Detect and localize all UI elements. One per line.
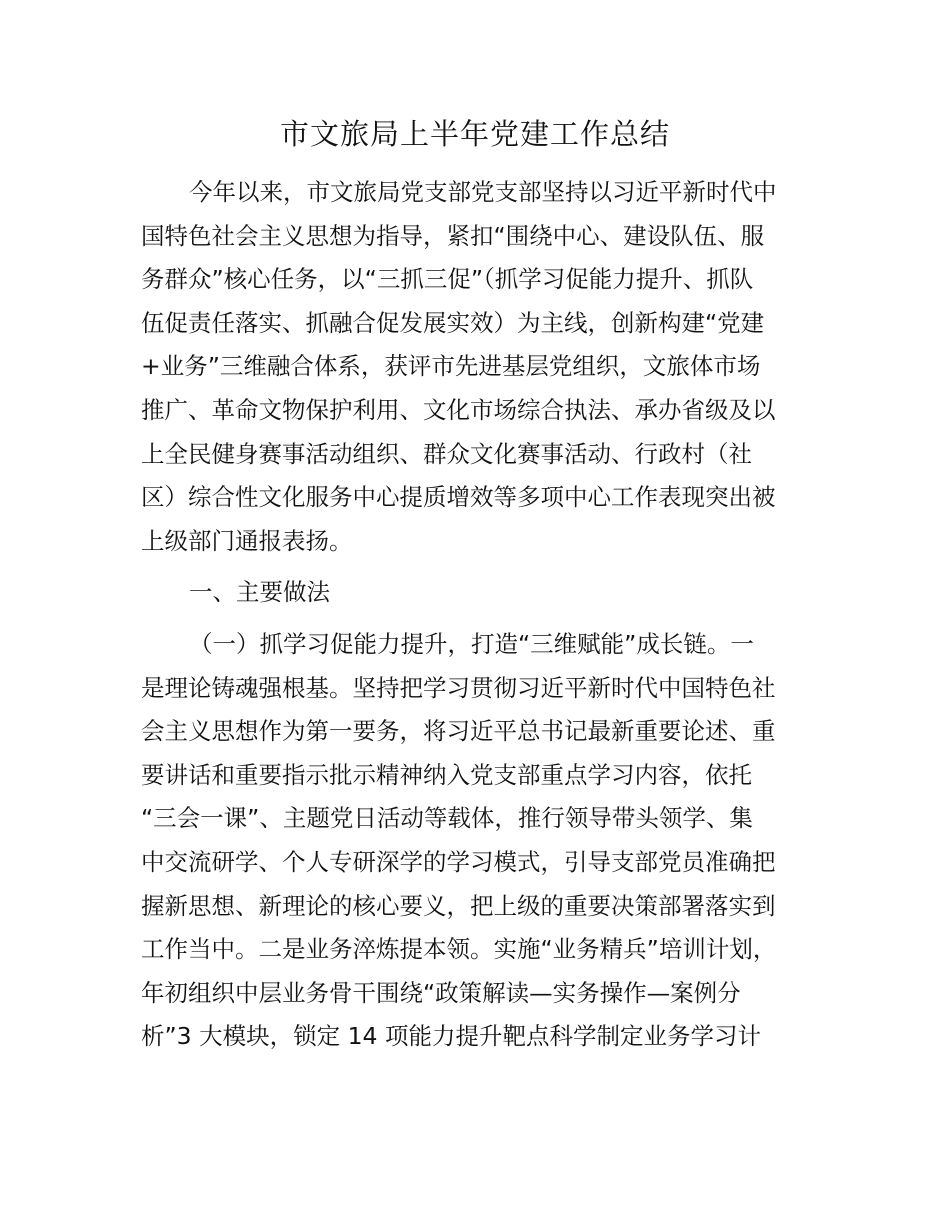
paragraph-line: 握新思想、新理论的核心要义，把上级的重要决策部署落实到 (141, 891, 776, 920)
paragraph-line: 年初组织中层业务骨干围绕“政策解读—实务操作—案例分 (141, 978, 741, 1007)
paragraph-line: 区）综合性文化服务中心提质增效等多项中心工作表现突出被 (141, 483, 776, 512)
section-heading: 一、主要做法 (189, 578, 330, 607)
paragraph-line: （一）抓学习促能力提升，打造“三维赋能”成长链。一 (189, 629, 754, 658)
paragraph-line: +业务”三维融合体系，获评市先进基层党组织，文旅体市场 (141, 352, 761, 381)
paragraph-line: 今年以来，市文旅局党支部党支部坚持以习近平新时代中 (189, 178, 777, 206)
paragraph-line: 工作当中。二是业务淬炼提本领。实施“业务精兵”培训计划， (141, 935, 777, 964)
paragraph-line: 中交流研学、个人专研深学的学习模式，引导支部党员准确把 (141, 847, 776, 876)
paragraph-line: 析”3 大模块，锁定 14 项能力提升靶点科学制定业务学习计 (141, 1022, 761, 1051)
paragraph-line: “三会一课”、主题党日活动等载体，推行领导带头领学、集 (141, 804, 753, 833)
paragraph-line: 会主义思想作为第一要务，将习近平总书记最新重要论述、重 (141, 717, 776, 746)
paragraph-line: 要讲话和重要指示批示精神纳入党支部重点学习内容，依托 (141, 760, 752, 789)
paragraph-line: 推广、革命文物保护利用、文化市场综合执法、承办省级及以 (141, 395, 776, 424)
paragraph-line: 上全民健身赛事活动组织、群众文化赛事活动、行政村（社 (141, 439, 752, 468)
paragraph-line: 务群众”核心任务，以“三抓三促”（抓学习促能力提升、抓队 (141, 265, 754, 294)
paragraph-line: 是理论铸魂强根基。坚持把学习贯彻习近平新时代中国特色社 (141, 673, 776, 702)
paragraph-line: 上级部门通报表扬。 (141, 526, 353, 555)
paragraph-line: 伍促责任落实、抓融合促发展实效）为主线，创新构建“党建 (141, 308, 765, 337)
document-title: 市文旅局上半年党建工作总结 (279, 117, 670, 151)
paragraph-line: 国特色社会主义思想为指导，紧扣“围绕中心、建设队伍、服 (141, 221, 765, 250)
document-body (141, 171, 813, 1059)
